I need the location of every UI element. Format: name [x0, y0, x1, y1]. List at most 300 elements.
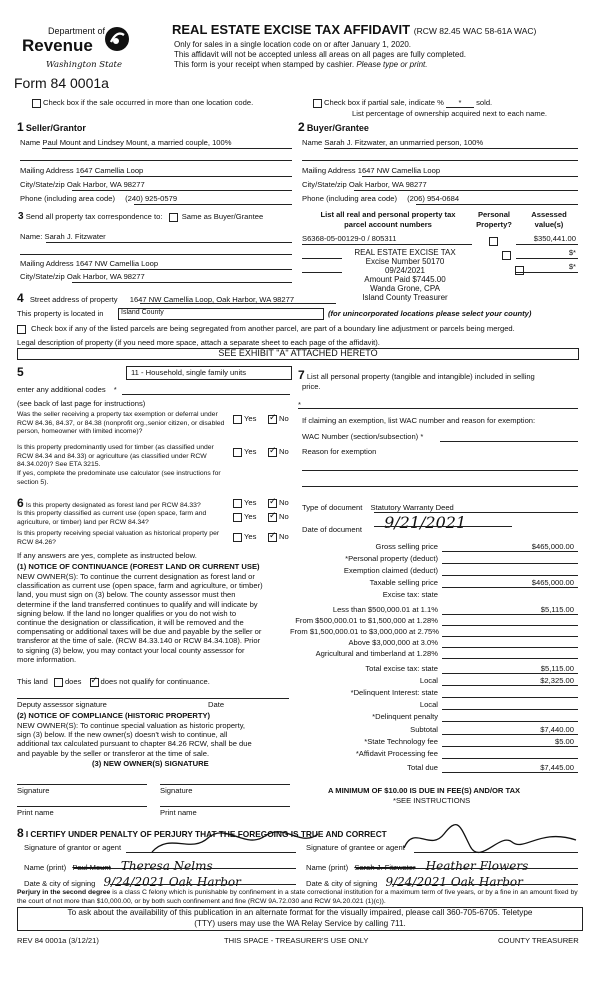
tier4-line: [442, 647, 578, 648]
buyer-city-line: [354, 190, 578, 191]
assessed-value-1[interactable]: $350,441.00: [533, 234, 576, 243]
form-number: Form 84 0001a: [14, 75, 109, 91]
stamp-line1: REAL ESTATE EXCISE TAX: [354, 248, 456, 257]
wac-line: [440, 441, 578, 442]
segregated-label: Check box if any of the listed parcels are being segregated from another parcel, are part of a boundary line adjustment or parcels being merged.: [31, 324, 515, 333]
buyer-heading-text: Buyer/Grantee: [306, 123, 369, 133]
section-3-number: 3: [18, 211, 24, 222]
grantor-name-handwritten[interactable]: Theresa Nelms: [120, 859, 213, 873]
seller-name-line2: [20, 160, 292, 161]
notice1-line2: classification as current use (open space, farm and agriculture, or timber): [17, 581, 263, 591]
s6-q3-yes[interactable]: [233, 532, 256, 542]
s6-q1-no[interactable]: [268, 498, 289, 508]
s6-q3-no[interactable]: [268, 532, 289, 542]
total-due-value[interactable]: $7,445.00: [540, 763, 574, 772]
personal-deduct-label: *Personal property (deduct): [345, 554, 438, 563]
tier4-label: Above $3,000,000 at 3.0%: [348, 638, 438, 647]
additional-codes[interactable]: *: [113, 385, 117, 394]
section-1-number: 1: [17, 120, 24, 134]
wac-row: [302, 432, 423, 441]
no-label: No: [279, 447, 289, 456]
form-title-ref: (RCW 82.45 WAC 58-61A WAC): [413, 26, 537, 36]
header-note2: This affidavit will not be accepted unless all areas on all pages are fully completed.: [174, 50, 467, 59]
reason-line-2: [302, 486, 578, 487]
partial-sale-label: Check box if partial sale, indicate %: [324, 98, 444, 107]
personal-property-list[interactable]: *: [298, 400, 301, 409]
seller-city-line: [72, 190, 292, 191]
s5-q1-yes[interactable]: [233, 414, 256, 424]
parcels-heading-1: List all real and personal property tax: [320, 210, 456, 219]
corr-name-label: Name:: [20, 232, 43, 241]
assessed-line-1: [516, 244, 578, 245]
stamp-line3: 09/24/2021: [384, 266, 426, 275]
doc-type-label: Type of document: [302, 503, 363, 512]
grantee-name-handwritten[interactable]: Heather Flowers: [425, 859, 529, 873]
certify-text: I CERTIFY UNDER PENALTY OF PERJURY THAT THE FOREGOING IS TRUE AND CORRECT: [25, 829, 387, 839]
buyer-name-label: Name: [302, 138, 323, 147]
s5-q1-no[interactable]: [268, 414, 289, 424]
yes-label: Yes: [244, 498, 257, 507]
wac-label: WAC Number (section/subsection): [302, 432, 419, 441]
s5-question-2: Is this property predominantly used for timber (as classified under RCW 84.34 and 84.33) or agriculture (as classified under RCW 84.34.020)? See ETA 3215.: [17, 444, 214, 468]
doc-date[interactable]: 9/21/2021: [384, 513, 467, 532]
doc-type[interactable]: Statutory Warranty Deed: [370, 503, 454, 512]
dor-logo-icon: [104, 26, 130, 52]
personal-heading-2: Property?: [476, 220, 512, 229]
tier1-line: [442, 614, 578, 615]
tier1-value[interactable]: $5,115.00: [540, 605, 574, 614]
corr-name-row: [20, 232, 106, 241]
owner-signature-label-2: Signature: [160, 786, 193, 795]
s5-question-2b: If yes, complete the predominate use calculator (see instructions for section 5).: [17, 470, 221, 486]
notice1-line7: compensating or additional taxes will be due and payable by the seller or: [17, 627, 262, 637]
dept-line1: Department of: [48, 26, 106, 36]
parcel-number-1[interactable]: S6368-05-00129-0 / 805311: [302, 234, 397, 243]
grantor-sig-label: Signature of grantor or agent: [24, 843, 122, 852]
same-as-buyer-checkbox[interactable]: [169, 213, 178, 222]
assessed-line-3: [516, 272, 578, 273]
section-7-number: 7: [298, 368, 305, 382]
additional-codes-label: enter any additional codes: [17, 385, 106, 394]
checkbox-icon[interactable]: [32, 99, 41, 108]
located-note: (for unincorporated locations please select your county): [328, 309, 532, 318]
owner-print-label-2: Print name: [160, 808, 197, 817]
exemption-label: If claiming an exemption, list WAC number and reason for exemption:: [302, 416, 536, 425]
yes-label: Yes: [244, 532, 257, 541]
grantor-name-label: Name (print): [24, 863, 67, 872]
notice3-heading: (3) NEW OWNER(S) SIGNATURE: [92, 759, 209, 768]
personal-property-checkbox-1[interactable]: [489, 237, 498, 246]
buyer-mailing-label: Mailing Address: [302, 166, 356, 175]
corr-city-label: City/State/zip: [20, 272, 65, 281]
checkbox-checked-icon[interactable]: [268, 448, 277, 457]
checkbox-checked-icon[interactable]: [268, 533, 277, 542]
notice1-body: [17, 572, 263, 664]
owner-signature-label-1: Signature: [17, 786, 50, 795]
checkbox-icon[interactable]: [233, 499, 242, 508]
seller-heading-text: Seller/Grantor: [25, 123, 86, 133]
taxable-label: Taxable selling price: [369, 578, 438, 587]
buyer-phone[interactable]: (206) 954-0684: [407, 194, 460, 203]
yes-label: Yes: [244, 414, 257, 423]
grantor-date-row: [24, 875, 241, 889]
grantee-signature-icon: [400, 822, 578, 856]
affidavit-fee-line: [442, 758, 578, 759]
yes-label: Yes: [244, 512, 257, 521]
subtotal-label: Subtotal: [410, 725, 438, 734]
grantee-sig-label: Signature of grantee or agent: [306, 843, 405, 852]
does-label: does: [64, 677, 82, 686]
alt-format-box: [17, 907, 583, 931]
this-land-label: This land: [17, 677, 48, 686]
checkbox-icon[interactable]: [233, 533, 242, 542]
s6-question-2: Is this property classified as current use (open space, farm and agriculture, or timber) land per RCW 84.34?: [17, 510, 207, 526]
notice1-line9: to signing (3) below, you may contact your local county assessor for: [17, 645, 245, 655]
no-label: No: [279, 512, 289, 521]
notice1-line6: continue the designation or classification, it will be removed and the: [17, 618, 244, 628]
grantor-name-row: [24, 859, 213, 873]
personal-deduct-line: [442, 563, 578, 564]
grantee-date-line: [392, 884, 578, 885]
does-not-checkbox[interactable]: [90, 678, 99, 687]
section-5-number: 5: [17, 365, 24, 379]
personal-heading-1: Personal: [477, 210, 511, 219]
alt-format-line2: (TTY) users may use the WA Relay Service by calling 711.: [194, 918, 406, 928]
county-value: Island County: [121, 309, 164, 316]
buyer-city-row: [302, 180, 427, 189]
use-code-value: 11 - Household, single family units: [131, 368, 247, 377]
tech-fee-label: *State Technology fee: [364, 737, 438, 746]
subtotal-value[interactable]: $7,440.00: [540, 725, 574, 734]
gross-value[interactable]: $465,000.00: [531, 542, 574, 551]
see-instructions-note: *SEE INSTRUCTIONS: [393, 796, 471, 805]
tier3-line: [442, 636, 578, 637]
affidavit-fee-label: *Affidavit Processing fee: [355, 749, 438, 758]
owner-print-label-1: Print name: [17, 808, 54, 817]
notice2-heading: (2) NOTICE OF COMPLIANCE (HISTORIC PROPERTY): [17, 711, 211, 720]
partial-sale-sold: sold.: [476, 98, 493, 107]
grantee-date-row: [306, 875, 523, 889]
grantor-name-line: [74, 868, 296, 869]
s7-line-1: [298, 408, 578, 409]
assessed-heading-1: Assessed: [531, 210, 567, 219]
parcel-line-3: [302, 272, 342, 273]
dept-washington: Washington State: [46, 60, 122, 70]
no-label: No: [279, 498, 289, 507]
tier1-label: Less than $500,000.01 at 1.1%: [332, 605, 438, 614]
no-label: No: [279, 414, 289, 423]
corr-name[interactable]: Sarah J. Fitzwater: [44, 232, 106, 241]
grantee-name-row: [306, 859, 528, 873]
if-any-note: If any answers are yes, complete as instructed below.: [17, 551, 197, 560]
doc-date-label: Date of document: [302, 525, 362, 534]
owner-print-line-2[interactable]: [160, 806, 290, 807]
dept-revenue: Revenue: [22, 36, 93, 55]
seller-name-line: [42, 148, 292, 149]
use-code-select[interactable]: [126, 366, 292, 380]
buyer-name-line: [324, 148, 578, 149]
exemption-deduct-line: [442, 575, 578, 576]
checkbox-icon[interactable]: [233, 415, 242, 424]
header-note3a: This form is your receipt when stamped by cashier.: [174, 60, 355, 69]
header-note3: [174, 60, 427, 69]
gross-label: Gross selling price: [375, 542, 438, 551]
correspondence-heading: [18, 211, 263, 222]
header-note3b: Please type or print.: [356, 60, 428, 69]
delinquent-local-line: [442, 709, 578, 710]
tech-fee-line: [442, 746, 578, 747]
tier3-label: From $1,500,000.01 to $3,000,000 at 2.75%: [290, 627, 440, 636]
continuance-row: [17, 677, 210, 687]
deputy-signature-line[interactable]: [17, 698, 289, 699]
corr-mailing[interactable]: 1647 NW Camellia Loop: [75, 259, 159, 268]
parcels-heading-2: parcel account numbers: [344, 220, 432, 229]
perjury-text: is a class C felony which is punishable by confinement in a state correctional institution for a maximum term of five years, or by a fine in an amount fixed by the court of not more than $10,000.00, or by both such confinement and fine (RCW 9A.72.030 and RCW 9A.20.021 (1)(c)).: [17, 889, 578, 905]
stamp-line2: Excise Number 50170: [365, 257, 445, 266]
seller-city[interactable]: Oak Harbor, WA 98277: [66, 180, 145, 189]
parcels-heading: [308, 210, 468, 230]
legal-label: Legal description of property (if you need more space, attach a separate sheet to each page of the affidavit).: [17, 338, 380, 347]
stamp-line6: Island County Treasurer: [362, 293, 448, 302]
notice2-line3: additional tax calculated pursuant to chapter 84.26 RCW, shall be due: [17, 739, 252, 749]
gross-line: [442, 551, 578, 552]
assessed-value-2[interactable]: $*: [568, 248, 576, 257]
buyer-phone-row: [302, 194, 459, 203]
buyer-mailing-line: [362, 176, 578, 177]
delinquent-penalty-line: [442, 721, 578, 722]
notice2-line4: and payable by the seller or transferor at the time of sale.: [17, 748, 210, 758]
taxable-line: [442, 587, 578, 588]
doc-type-row: [302, 503, 454, 512]
s6-q2-no[interactable]: [268, 512, 289, 522]
notice2-body: [17, 721, 252, 758]
same-as-buyer-label: Same as Buyer/Grantee: [181, 212, 264, 221]
reason-label: Reason for exemption: [302, 447, 377, 456]
grantor-signature-icon: [150, 828, 320, 858]
buyer-mailing[interactable]: 1647 NW Camellia Loop: [357, 166, 441, 175]
corr-city-row: [20, 272, 145, 281]
tier2-label: From $500,000.01 to $1,500,000 at 1.28%: [295, 616, 438, 625]
checkbox-checked-icon[interactable]: [268, 499, 277, 508]
form-title: [172, 22, 536, 37]
grantor-date-label: Date & city of signing: [24, 879, 96, 888]
seller-phone[interactable]: (240) 925-0579: [125, 194, 178, 203]
corr-city[interactable]: Oak Harbor, WA 98277: [66, 272, 145, 281]
partial-sale-check[interactable]: [313, 98, 492, 108]
deputy-signature-label: Deputy assessor signature: [17, 700, 107, 709]
s5-q2-no[interactable]: [268, 447, 289, 457]
legal-description-box[interactable]: [17, 348, 579, 360]
seller-city-label: City/State/zip: [20, 180, 65, 189]
delinquent-state-line: [442, 697, 578, 698]
s6-question-1-row: [17, 496, 201, 510]
checkbox-checked-icon[interactable]: [268, 513, 277, 522]
s5-question-1: Was the seller receiving a property tax exemption or deferral under RCW 84.36, 84.37, or 84.38 (nonprofit org.,senior citizen, or disabled person, homeowner with limited income)?: [17, 411, 225, 435]
alt-format-line1: To ask about the availability of this publication in an alternate format for the visually impaired, please call 360-705-6705. Teletype: [67, 908, 533, 917]
seller-name-row: [20, 138, 232, 147]
multi-location-check[interactable]: [32, 98, 253, 108]
s6-q2-yes[interactable]: [233, 512, 256, 522]
owner-signature-line-1[interactable]: [17, 784, 147, 785]
s5-q2-yes[interactable]: [233, 447, 256, 457]
street-label: Street address of property: [29, 295, 118, 304]
local-value[interactable]: $2,325.00: [540, 676, 574, 685]
segregated-check[interactable]: [17, 324, 515, 334]
buyer-phone-label: Phone (including area code): [302, 194, 397, 203]
located-label: This property is located in: [17, 309, 104, 318]
taxable-value[interactable]: $465,000.00: [531, 578, 574, 587]
footer-rev: REV 84 0001a (3/12/21): [17, 936, 99, 945]
doc-date-line: [374, 526, 512, 527]
s6-question-1: Is this property designated as forest land per RCW 84.33?: [25, 502, 201, 509]
tier5-line: [442, 658, 578, 659]
multi-location-label: Check box if the sale occurred in more than one location code.: [43, 98, 254, 107]
does-checkbox[interactable]: [54, 678, 63, 687]
excise-state-label: Excise tax: state: [382, 590, 438, 599]
legal-description: SEE EXHIBIT "A" ATTACHED HERETO: [218, 348, 378, 358]
form-title-text: REAL ESTATE EXCISE TAX AFFIDAVIT: [172, 22, 411, 37]
buyer-name-row: [302, 138, 483, 147]
seller-mailing-line: [80, 176, 292, 177]
partial-sale-pct[interactable]: *: [446, 98, 474, 108]
tier5-label: Agricultural and timberland at 1.28%: [315, 649, 438, 658]
tech-fee-value[interactable]: $5.00: [554, 737, 574, 746]
buyer-heading: [298, 120, 369, 134]
reason-line-1: [302, 470, 578, 471]
additional-codes-line: [122, 394, 290, 395]
see-back-note: (see back of last page for instructions): [17, 399, 146, 408]
total-state-label: Total excise tax: state: [365, 664, 438, 673]
yes-label: Yes: [244, 447, 257, 456]
footer-treasurer-space: THIS SPACE - TREASURER'S USE ONLY: [224, 936, 369, 945]
seller-phone-label: Phone (including area code): [20, 194, 115, 203]
local-label: Local: [419, 676, 438, 685]
parcel-line-2: [302, 258, 342, 259]
s6-q1-yes[interactable]: [233, 498, 256, 508]
grantee-printed: Sarah J. Fitzwater: [354, 863, 416, 872]
checkbox-icon[interactable]: [233, 513, 242, 522]
seller-name[interactable]: Paul Mount and Lindsey Mount, a married couple, 100%: [42, 138, 232, 147]
section-6-number: 6: [17, 496, 24, 510]
seller-phone-line: [134, 204, 292, 205]
notice1-line3: land, you must sign on (3) below. The county assessor must then: [17, 590, 236, 600]
notice1-line1: NEW OWNER(S): To continue the current designation as forest land or: [17, 572, 255, 581]
notice2-line1: NEW OWNER(S): To continue special valuation as historic property,: [17, 721, 246, 730]
seller-phone-row: [20, 194, 177, 203]
seller-heading: [17, 120, 86, 134]
assessed-value-3[interactable]: $*: [568, 262, 576, 271]
stamp-line5: Wanda Grone, CPA: [370, 284, 440, 293]
buyer-city-label: City/State/zip: [302, 180, 347, 189]
assessed-value-heading: [522, 210, 576, 230]
buyer-mailing-row: [302, 166, 440, 175]
no-label: No: [279, 532, 289, 541]
corr-name-line2: [20, 254, 292, 255]
buyer-city[interactable]: Oak Harbor, WA 98277: [348, 180, 427, 189]
seller-mailing[interactable]: 1647 Camellia Loop: [75, 166, 144, 175]
s6-question-3: Is this property receiving special valuation as historical property per RCW 84.26?: [17, 530, 220, 546]
delinquent-penalty-label: *Delinquent penalty: [372, 712, 438, 721]
corr-mailing-line: [80, 269, 292, 270]
notice1-line5: signing below. If the land no longer qualifies or you do not wish to: [17, 608, 237, 618]
assessed-heading-2: value(s): [534, 220, 564, 229]
s7-label-1: List all personal property (tangible and intangible) included in selling: [306, 372, 535, 381]
exemption-deduct-label: Exemption claimed (deduct): [343, 566, 438, 575]
personal-property-heading: [470, 210, 518, 230]
grantor-date-line: [110, 884, 296, 885]
wac-number[interactable]: *: [420, 432, 424, 441]
checkbox-icon[interactable]: [313, 99, 322, 108]
owner-signature-line-2[interactable]: [160, 784, 290, 785]
perjury-note: [17, 889, 583, 906]
assessed-line-2: [516, 258, 578, 259]
s7-label-2: price.: [302, 382, 321, 391]
grantee-date-label: Date & city of signing: [306, 879, 378, 888]
footer-county: COUNTY TREASURER: [498, 936, 579, 945]
notice1-line10: more information.: [17, 654, 77, 664]
parcel-line-1: [302, 244, 472, 245]
seller-name-label: Name: [20, 138, 41, 147]
seller-mailing-row: [20, 166, 143, 175]
grantee-name-line: [356, 868, 578, 869]
additional-codes-row: [17, 385, 117, 394]
notice2-line2: sign (3) below. If the new owner(s) doesn't wish to continue, all: [17, 730, 228, 740]
section-4-number: 4: [17, 291, 24, 305]
checkbox-icon[interactable]: [233, 448, 242, 457]
buyer-name-line2: [302, 160, 578, 161]
notice1-heading: (1) NOTICE OF CONTINUANCE (FOREST LAND OR CURRENT USE): [17, 562, 260, 571]
grantee-name-label: Name (print): [306, 863, 349, 872]
perjury-bold: Perjury in the second degree: [17, 889, 111, 896]
street-line: [140, 303, 336, 304]
corr-mailing-label: Mailing Address: [20, 259, 74, 268]
buyer-phone-line: [416, 204, 578, 205]
treasurer-stamp: [338, 248, 472, 302]
seller-mailing-label: Mailing Address: [20, 166, 74, 175]
delinquent-local-label: Local: [419, 700, 438, 709]
grantor-printed: Paul Mount: [72, 863, 111, 872]
corr-name-line: [46, 242, 292, 243]
total-state-value[interactable]: $5,115.00: [540, 664, 574, 673]
minimum-fee-note: A MINIMUM OF $10.00 IS DUE IN FEE(S) AND/OR TAX: [328, 786, 521, 795]
total-state-line: [442, 673, 578, 674]
does-not-label: does not qualify for continuance.: [100, 677, 210, 686]
subtotal-line: [442, 734, 578, 735]
s7-row: [298, 368, 535, 382]
notice1-line4: determine if the land transferred continues to qualify and will indicate by: [17, 599, 258, 609]
corr-city-line: [72, 282, 292, 283]
buyer-name[interactable]: Sarah J. Fitzwater, an unmarried person, 100%: [324, 138, 484, 147]
header-note1: Only for sales in a single location code on or after January 1, 2020.: [174, 40, 412, 49]
list-percentage-note: List percentage of ownership acquired next to each name.: [352, 109, 548, 118]
stamp-line4: Amount Paid $7445.00: [364, 275, 446, 284]
seller-city-row: [20, 180, 145, 189]
street-address[interactable]: 1647 NW Camellia Loop, Oak Harbor, WA 98277: [129, 295, 295, 304]
county-select[interactable]: [118, 308, 324, 320]
correspondence-label: Send all property tax correspondence to:: [25, 212, 163, 221]
corr-mailing-row: [20, 259, 158, 268]
grantor-date-handwritten[interactable]: 9/24/2021 Oak Harbor: [103, 875, 241, 889]
total-due-label: Total due: [407, 763, 438, 772]
owner-print-line-1[interactable]: [17, 806, 147, 807]
notice1-line8: transferor at the time of sale. (RCW 84.33.140 or RCW 84.34.108). Prior: [17, 636, 261, 646]
total-due-line: [442, 772, 578, 773]
checkbox-icon[interactable]: [17, 325, 26, 334]
section-8-number: 8: [17, 826, 24, 840]
local-line: [442, 685, 578, 686]
checkbox-checked-icon[interactable]: [268, 415, 277, 424]
grantee-date-handwritten[interactable]: 9/24/2021 Oak Harbor: [385, 875, 523, 889]
